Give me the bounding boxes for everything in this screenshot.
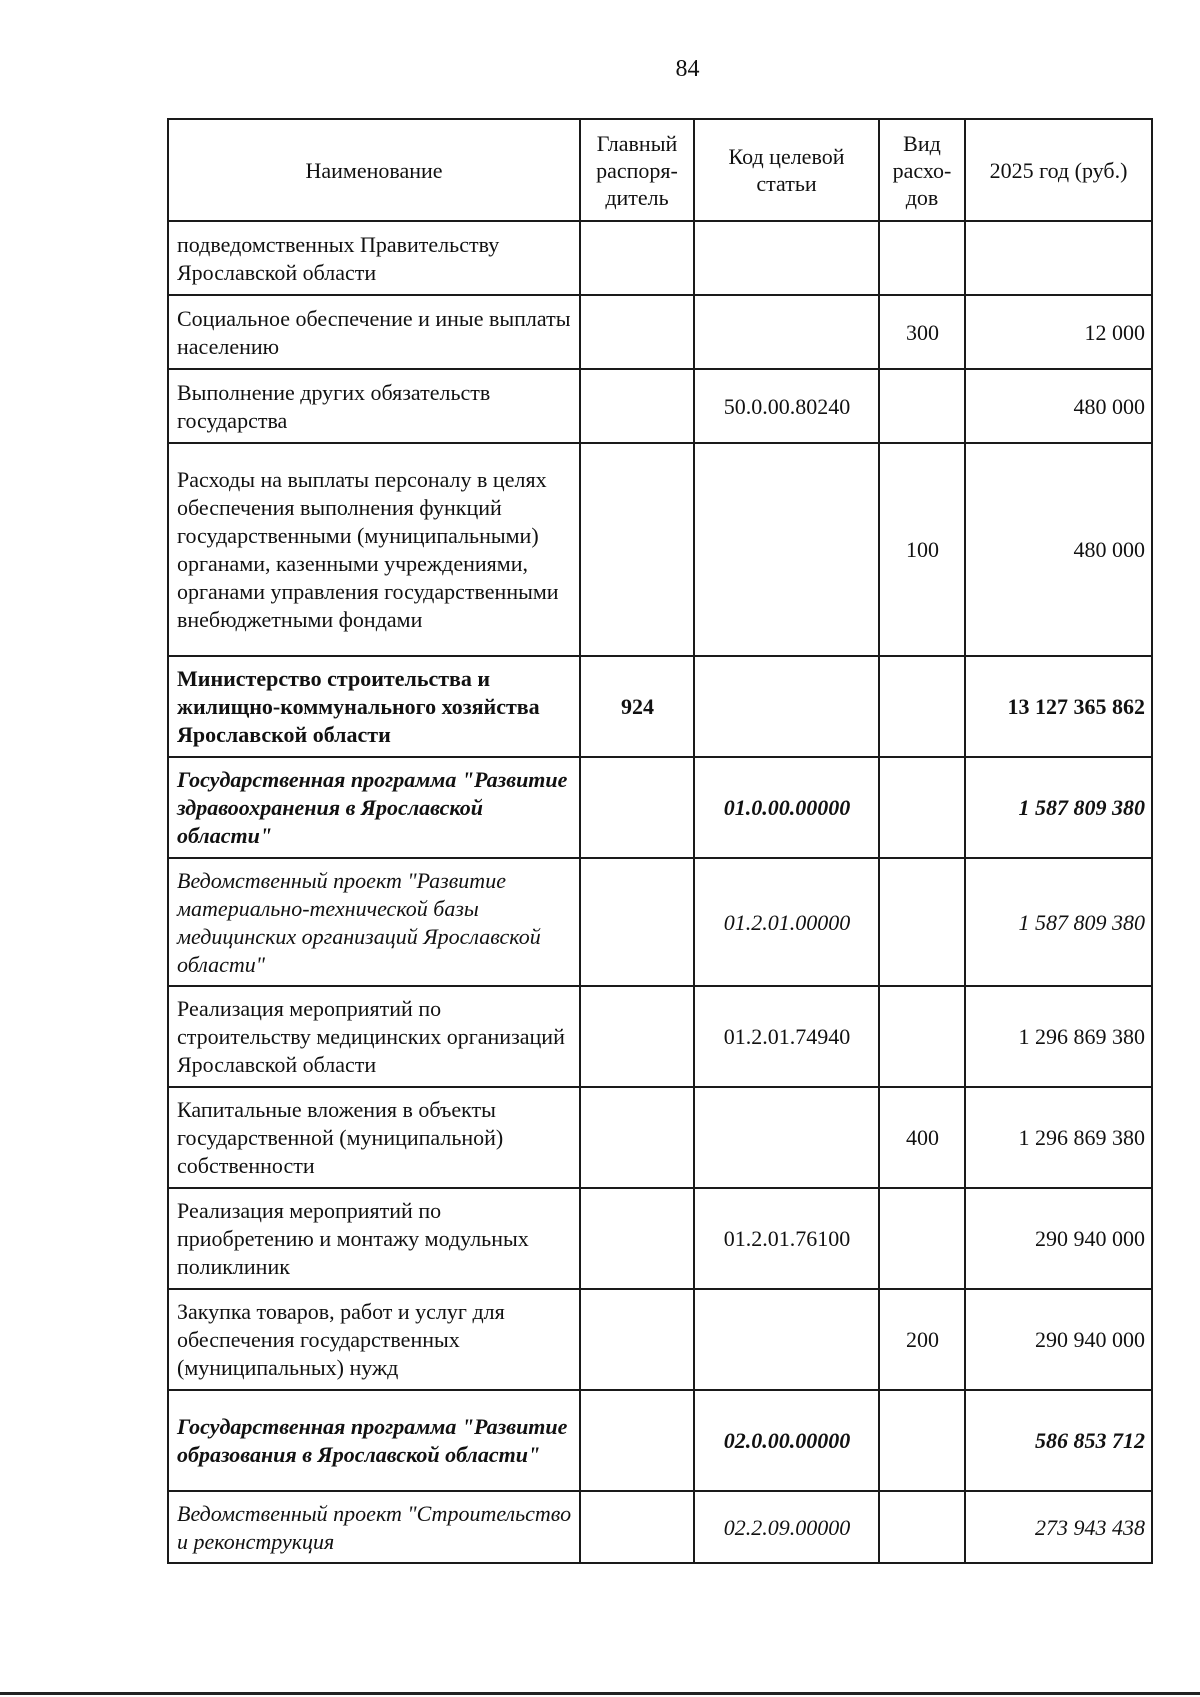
cell-name: Реализация мероприятий по строительству медицинских организаций Ярославской области [168,986,580,1087]
cell-admin [580,1188,694,1289]
table-row [168,1087,1152,1188]
cell-type [879,1491,965,1563]
cell-amount: 586 853 712 [965,1390,1152,1491]
cell-admin [580,369,694,443]
cell-amount: 290 940 000 [965,1188,1152,1289]
cell-admin [580,757,694,858]
cell-code [694,221,879,295]
cell-name: Капитальные вложения в объекты государственной (муниципальной) собственности [168,1087,580,1188]
cell-admin [580,221,694,295]
cell-amount: 1 296 869 380 [965,986,1152,1087]
cell-amount: 12 000 [965,295,1152,369]
table-row [168,656,1152,757]
cell-code: 01.2.01.00000 [694,858,879,986]
cell-type [879,986,965,1087]
cell-code: 50.0.00.80240 [694,369,879,443]
cell-admin [580,443,694,656]
cell-code: 01.2.01.74940 [694,986,879,1087]
table-row [168,858,1152,986]
cell-name: Ведомственный проект "Строительство и реконструкция [168,1491,580,1563]
cell-admin [580,1087,694,1188]
cell-name: Государственная программа "Развитие образования в Ярославской области" [168,1390,580,1491]
cell-code [694,656,879,757]
table-row [168,221,1152,295]
page-bottom-rule [0,1692,1200,1695]
cell-code [694,1289,879,1390]
table-body [168,221,1152,1563]
cell-admin [580,295,694,369]
page-number: 84 [675,56,700,82]
cell-name: Закупка товаров, работ и услуг для обеспечения государственных (муниципальных) нужд [168,1289,580,1390]
table-row [168,986,1152,1087]
table-row [168,1289,1152,1390]
cell-type [879,1390,965,1491]
cell-type: 100 [879,443,965,656]
cell-name: подведомственных Правительству Ярославской области [168,221,580,295]
cell-type [879,1188,965,1289]
cell-type [879,858,965,986]
header-amount: 2025 год (руб.) [965,119,1152,221]
cell-amount: 1 296 869 380 [965,1087,1152,1188]
cell-code: 02.0.00.00000 [694,1390,879,1491]
cell-admin [580,1289,694,1390]
cell-admin [580,858,694,986]
cell-name: Социальное обеспечение и иные выплаты населению [168,295,580,369]
table-row [168,295,1152,369]
cell-amount: 290 940 000 [965,1289,1152,1390]
header-code: Код целевой статьи [694,119,879,221]
cell-amount: 1 587 809 380 [965,858,1152,986]
table-row [168,443,1152,656]
cell-amount [965,221,1152,295]
cell-admin [580,986,694,1087]
cell-amount: 1 587 809 380 [965,757,1152,858]
header-type: Вид расхо-дов [879,119,965,221]
cell-code [694,1087,879,1188]
cell-name: Министерство строительства и жилищно-коммунального хозяйства Ярославской области [168,656,580,757]
table-row [168,1390,1152,1491]
cell-name: Выполнение других обязательств государства [168,369,580,443]
cell-name: Ведомственный проект "Развитие материально-технической базы медицинских организаций Ярославской области" [168,858,580,986]
cell-name: Расходы на выплаты персоналу в целях обеспечения выполнения функций государственными (муниципальными) органами, казенными учреждениями, органами управления государственными внебюджетными фондами [168,443,580,656]
table-row [168,757,1152,858]
cell-amount: 273 943 438 [965,1491,1152,1563]
cell-code [694,443,879,656]
cell-type [879,656,965,757]
cell-code [694,295,879,369]
table-row [168,1188,1152,1289]
table-row [168,1491,1152,1563]
cell-amount: 480 000 [965,443,1152,656]
budget-table [167,118,1153,1564]
cell-type [879,757,965,858]
cell-code: 01.0.00.00000 [694,757,879,858]
table-header-row [168,119,1152,221]
cell-type [879,221,965,295]
cell-amount: 480 000 [965,369,1152,443]
cell-admin [580,1491,694,1563]
cell-code: 01.2.01.76100 [694,1188,879,1289]
header-name: Наименование [168,119,580,221]
cell-code: 02.2.09.00000 [694,1491,879,1563]
cell-type: 200 [879,1289,965,1390]
cell-admin [580,1390,694,1491]
cell-name: Государственная программа "Развитие здравоохранения в Ярославской области" [168,757,580,858]
header-admin: Главный распоря-дитель [580,119,694,221]
cell-type: 300 [879,295,965,369]
table-row [168,369,1152,443]
cell-admin: 924 [580,656,694,757]
cell-type [879,369,965,443]
cell-amount: 13 127 365 862 [965,656,1152,757]
cell-name: Реализация мероприятий по приобретению и монтажу модульных поликлиник [168,1188,580,1289]
cell-type: 400 [879,1087,965,1188]
